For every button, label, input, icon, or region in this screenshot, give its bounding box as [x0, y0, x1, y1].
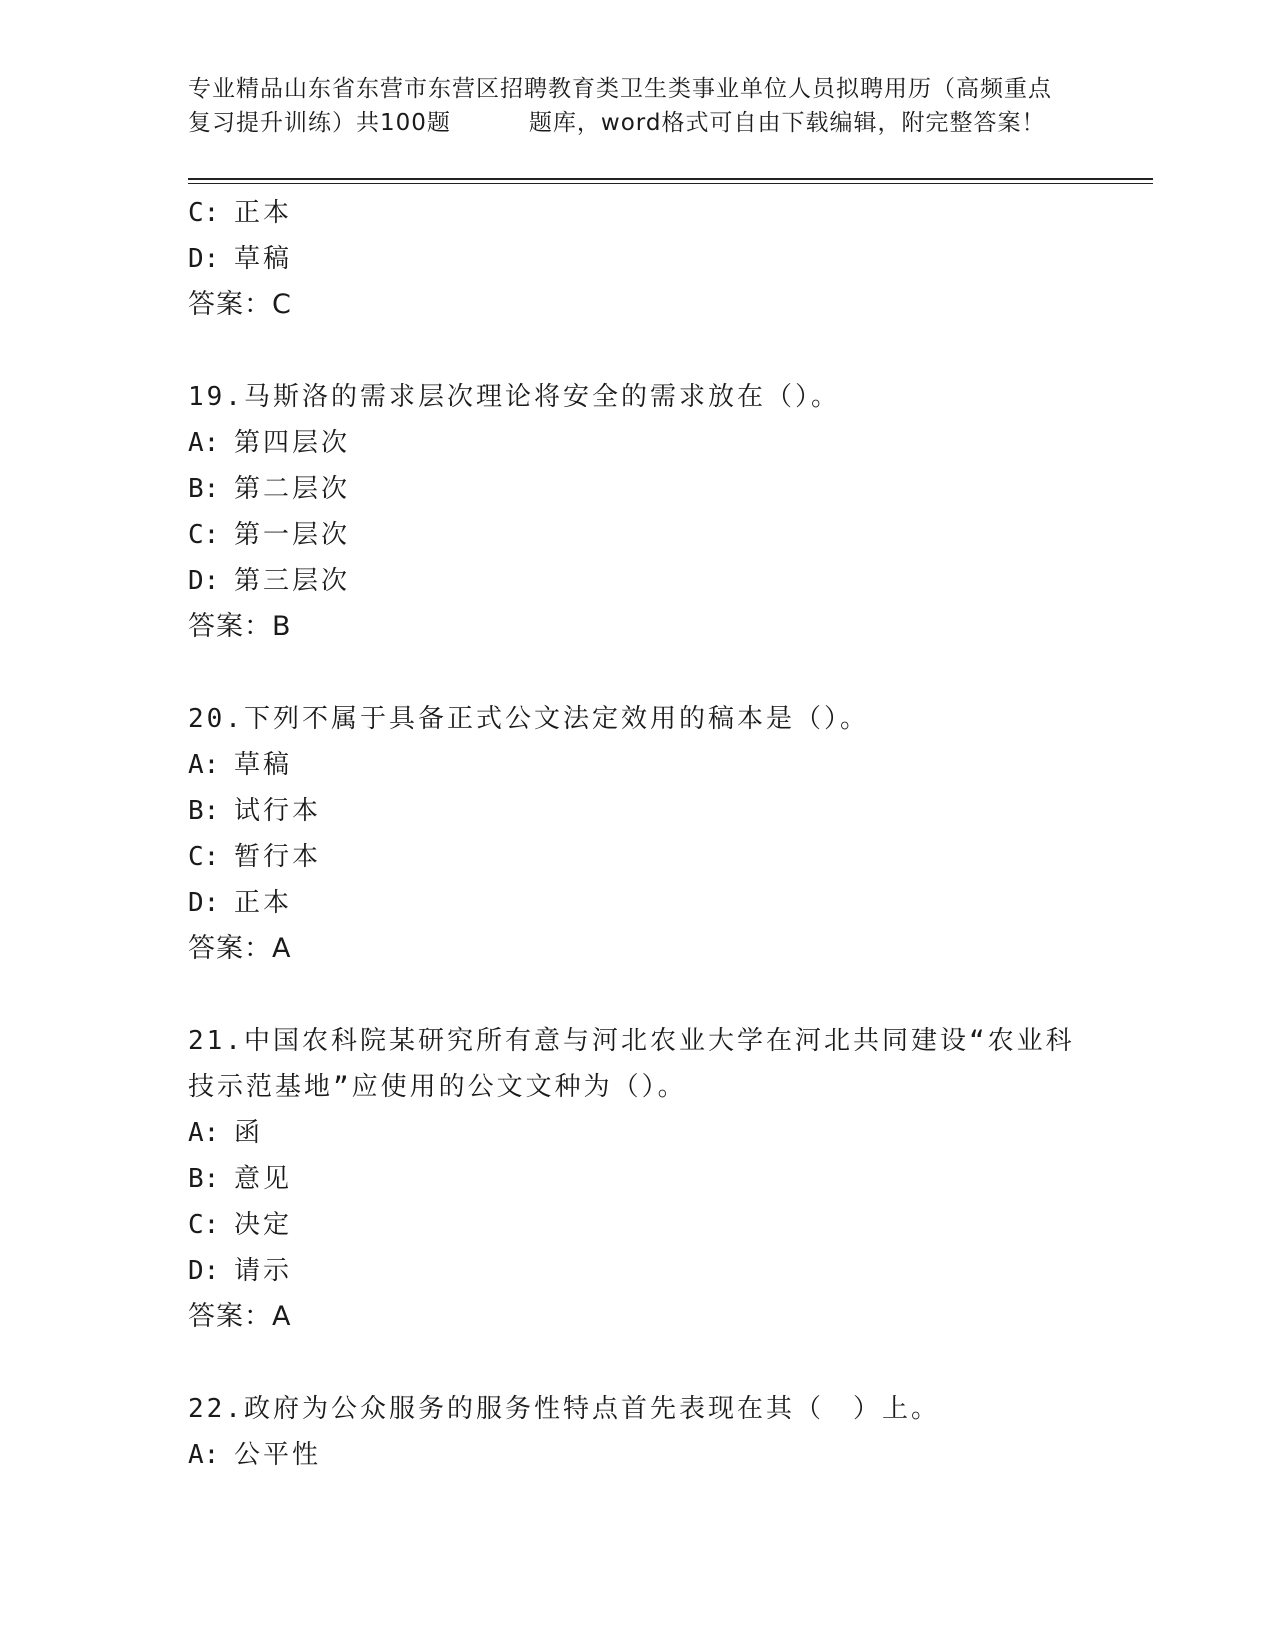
question-text: 22.政府为公众服务的服务性特点首先表现在其（ ）上。 — [188, 1394, 940, 1424]
question-text: 20.下列不属于具备正式公文法定效用的稿本是（）。 — [188, 704, 869, 734]
option-line — [188, 788, 1088, 834]
question-block-21 — [188, 1018, 1088, 1340]
header-divider-thick — [188, 178, 1153, 180]
page-header — [188, 72, 1088, 140]
option-letter: D: — [188, 1256, 220, 1286]
option-text: 意见 — [234, 1164, 293, 1194]
option-line — [188, 1248, 1088, 1294]
option-line — [188, 558, 1088, 604]
option-line — [188, 236, 1088, 282]
option-letter: D: — [188, 244, 220, 274]
question-list — [188, 190, 1088, 1478]
option-letter: C: — [188, 198, 220, 228]
option-line — [188, 1202, 1088, 1248]
option-letter: B: — [188, 1164, 220, 1194]
option-text: 正本 — [234, 888, 293, 918]
question-text: 21.中国农科院某研究所有意与河北农业大学在河北共同建设“农业科 — [188, 1026, 1075, 1056]
option-text: 公平性 — [234, 1440, 322, 1470]
option-text: 第二层次 — [234, 474, 351, 504]
option-letter: C: — [188, 520, 220, 550]
header-title-line2-part1: 复习提升训练）共100题 — [188, 110, 451, 136]
option-letter: A: — [188, 428, 220, 458]
question-block-19 — [188, 374, 1088, 650]
header-title-line2 — [188, 106, 1088, 140]
question-text: 19.马斯洛的需求层次理论将安全的需求放在（）。 — [188, 382, 840, 412]
option-line — [188, 1156, 1088, 1202]
option-line — [188, 190, 1088, 236]
option-letter: D: — [188, 888, 220, 918]
option-text: 决定 — [234, 1210, 293, 1240]
option-line — [188, 742, 1088, 788]
option-text: 草稿 — [234, 750, 293, 780]
option-text: 第四层次 — [234, 428, 351, 458]
option-line — [188, 1432, 1088, 1478]
option-letter: A: — [188, 750, 220, 780]
option-line — [188, 834, 1088, 880]
option-letter: B: — [188, 474, 220, 504]
option-line — [188, 512, 1088, 558]
question-block-20 — [188, 696, 1088, 972]
header-title-line2-part2: 题库，word格式可自由下载编辑，附完整答案！ — [528, 110, 1046, 136]
option-text: 请示 — [234, 1256, 293, 1286]
option-letter: C: — [188, 1210, 220, 1240]
option-text: 正本 — [234, 198, 293, 228]
answer-line: 答案：A — [188, 1301, 292, 1332]
option-line — [188, 420, 1088, 466]
header-divider-thin — [188, 183, 1153, 184]
answer-line: 答案：B — [188, 611, 292, 642]
option-text: 暂行本 — [234, 842, 322, 872]
header-title-line1: 专业精品山东省东营市东营区招聘教育类卫生类事业单位人员拟聘用历（高频重点 — [188, 76, 1052, 102]
question-block-22 — [188, 1386, 1088, 1478]
option-letter: B: — [188, 796, 220, 826]
option-line — [188, 1110, 1088, 1156]
question-text-continued: 技示范基地”应使用的公文文种为（）。 — [188, 1072, 687, 1102]
option-letter: D: — [188, 566, 220, 596]
option-text: 草稿 — [234, 244, 293, 274]
option-text: 函 — [234, 1118, 264, 1148]
option-text: 第三层次 — [234, 566, 351, 596]
option-letter: A: — [188, 1440, 220, 1470]
option-line — [188, 466, 1088, 512]
option-line — [188, 880, 1088, 926]
option-text: 试行本 — [234, 796, 322, 826]
answer-line: 答案：C — [188, 289, 292, 320]
option-letter: C: — [188, 842, 220, 872]
option-letter: A: — [188, 1118, 220, 1148]
option-text: 第一层次 — [234, 520, 351, 550]
question-block-prev — [188, 190, 1088, 328]
answer-line: 答案：A — [188, 933, 292, 964]
